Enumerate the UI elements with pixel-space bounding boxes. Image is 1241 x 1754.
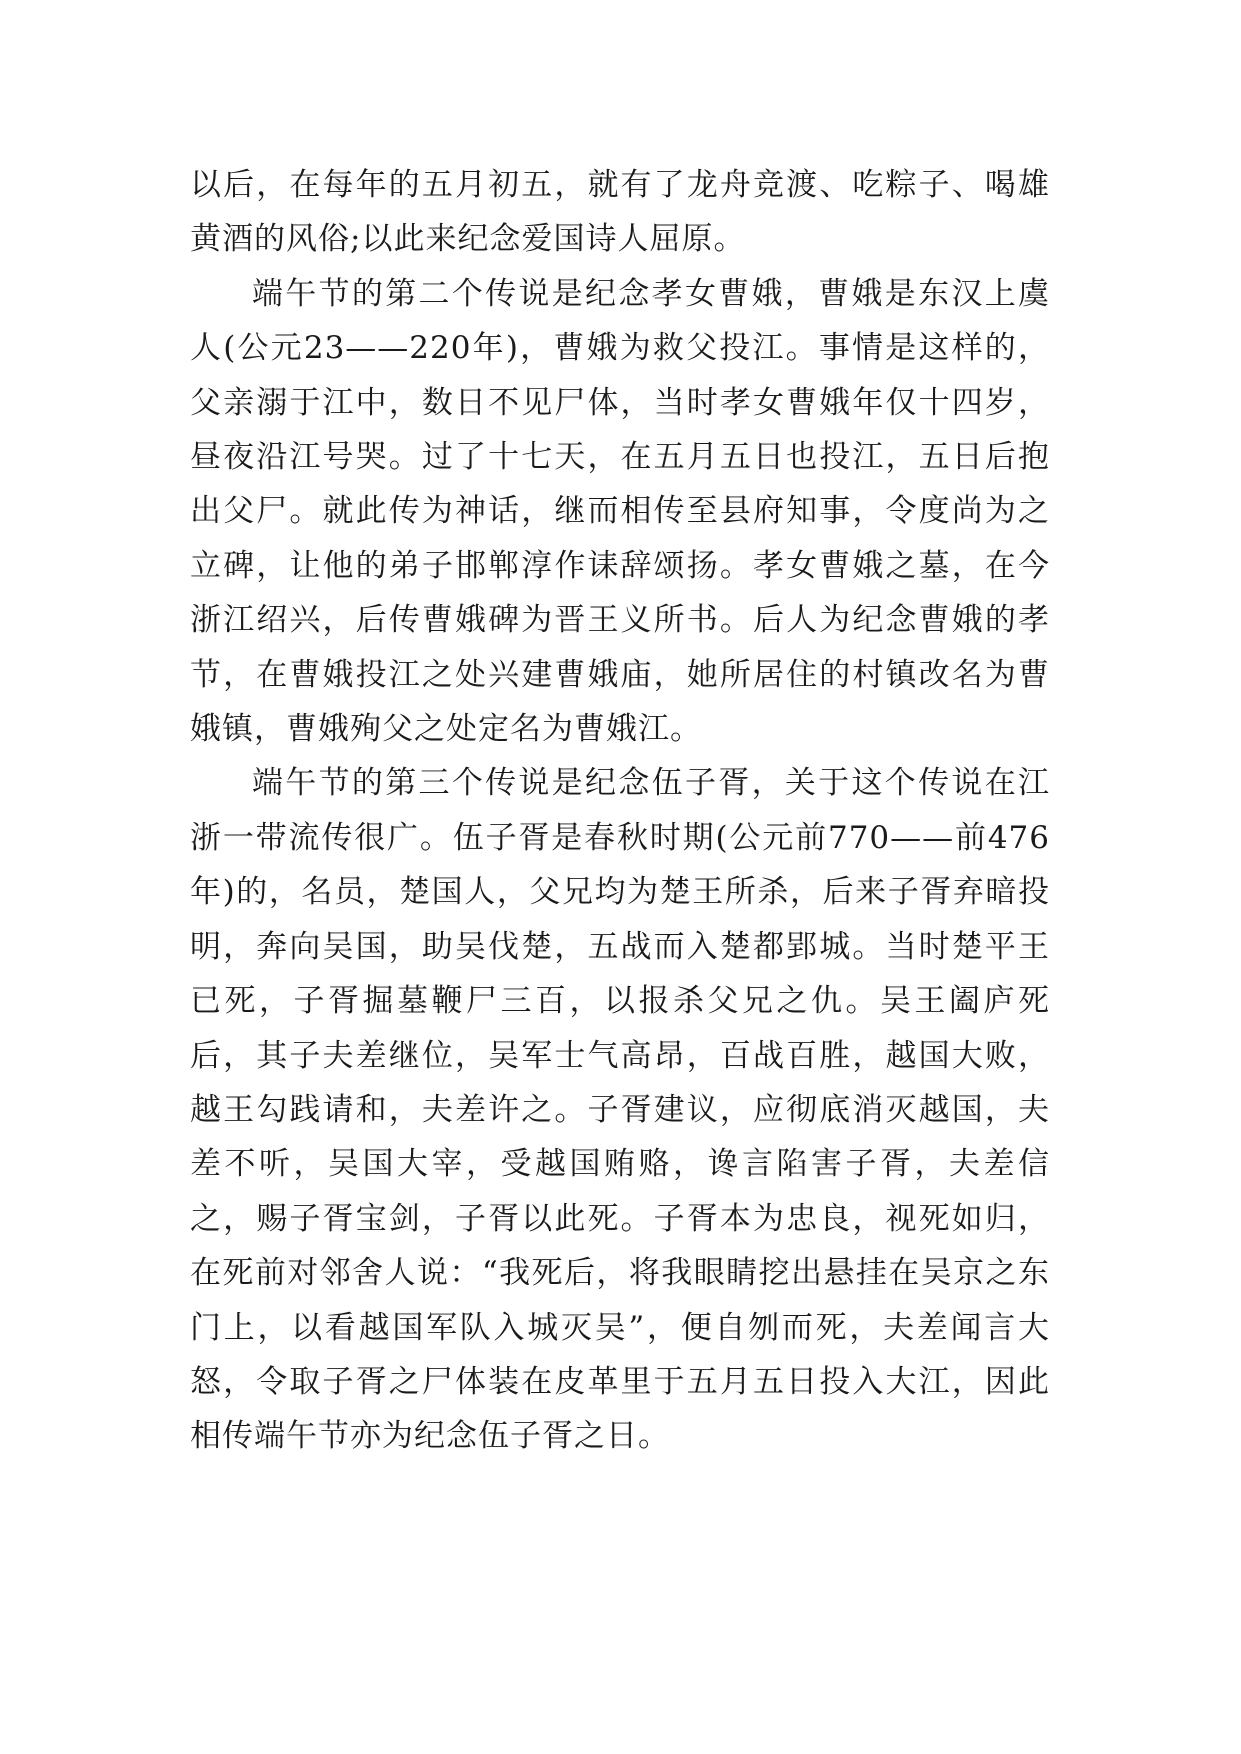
paragraph-wu-zixu-legend: 端午节的第三个传说是纪念伍子胥，关于这个传说在江浙一带流传很广。伍子胥是春秋时期(公元前770——前476年)的，名员，楚国人，父兄均为楚王所杀，后来子胥弃暗投明，奔向吴国，助吴伐楚，五战而入楚都郢城。当时楚平王已死，子胥掘墓鞭尸三百，以报杀父兄之仇。吴王阖庐死后，其子夫差继位，吴军士气高昂，百战百胜，越国大败，越王勾践请和，夫差许之。子胥建议，应彻底消灭越国，夫差不听，吴国大宰，受越国贿赂，谗言陷害子胥，夫差信之，赐子胥宝剑，子胥以此死。子胥本为忠良，视死如归，在死前对邻舍人说：“我死后，将我眼睛挖出悬挂在吴京之东门上，以看越国军队入城灭吴”，便自刎而死，夫差闻言大怒，令取子胥之尸体装在皮革里于五月五日投入大江，因此相传端午节亦为纪念伍子胥之日。 <box>190 765 1050 1455</box>
document-body <box>190 158 1050 1464</box>
paragraph-cao-e-legend: 端午节的第二个传说是纪念孝女曹娥，曹娥是东汉上虞人(公元23——220年)，曹娥为救父投江。事情是这样的，父亲溺于江中，数日不见尸体，当时孝女曹娥年仅十四岁，昼夜沿江号哭。过了十七天，在五月五日也投江，五日后抱出父尸。就此传为神话，继而相传至县府知事，令度尚为之立碑，让他的弟子邯郸淳作诔辞颂扬。孝女曹娥之墓，在今浙江绍兴，后传曹娥碑为晋王义所书。后人为纪念曹娥的孝节，在曹娥投江之处兴建曹娥庙，她所居住的村镇改名为曹娥镇，曹娥殉父之处定名为曹娥江。 <box>190 275 1050 748</box>
paragraph-qu-yuan-continuation: 以后，在每年的五月初五，就有了龙舟竞渡、吃粽子、喝雄黄酒的风俗;以此来纪念爱国诗人屈原。 <box>190 167 1050 258</box>
